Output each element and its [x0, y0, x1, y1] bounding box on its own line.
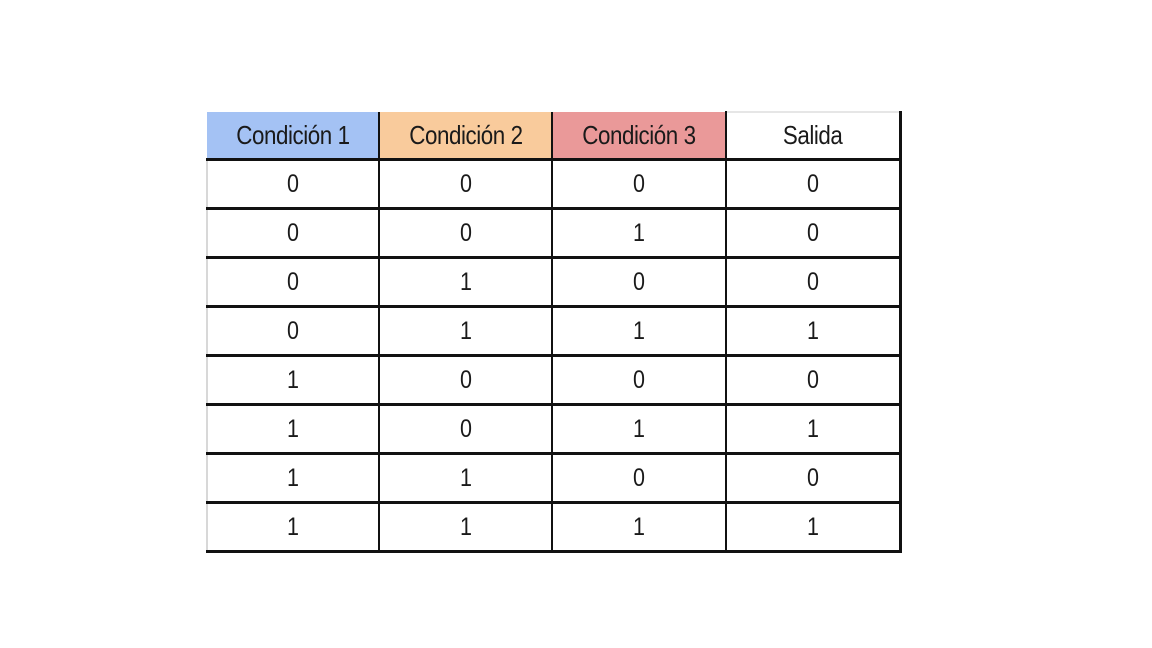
header-output [726, 112, 900, 160]
header-row [207, 112, 900, 160]
cell-condition-3 [552, 356, 726, 405]
cell-condition-1 [207, 307, 379, 356]
cell-condition-3 [552, 258, 726, 307]
cell-condition-2 [379, 503, 552, 552]
cell-value: 1 [287, 365, 299, 394]
cell-value: 1 [459, 463, 472, 492]
cell-value: 1 [633, 414, 645, 443]
cell-condition-3 [552, 160, 726, 209]
cell-value: 1 [633, 316, 645, 345]
cell-value: 1 [633, 512, 645, 541]
cell-value: 0 [633, 169, 645, 198]
truth-table [206, 111, 902, 553]
cell-output [726, 356, 900, 405]
cell-condition-2 [379, 356, 552, 405]
cell-value: 0 [633, 365, 645, 394]
cell-condition-1 [207, 454, 379, 503]
cell-condition-1 [207, 503, 379, 552]
cell-value: 1 [806, 414, 819, 443]
cell-value: 0 [806, 218, 819, 247]
table-header [207, 112, 900, 160]
cell-output [726, 307, 900, 356]
header-condition-3 [552, 112, 726, 160]
table-row [207, 503, 900, 552]
cell-value: 0 [459, 169, 472, 198]
cell-value: 1 [459, 316, 472, 345]
cell-value: 0 [287, 267, 299, 296]
cell-value: 1 [287, 463, 299, 492]
cell-condition-2 [379, 209, 552, 258]
cell-value: 1 [459, 267, 472, 296]
header-condition-3-label: Condición 3 [582, 119, 696, 150]
cell-condition-3 [552, 405, 726, 454]
cell-condition-3 [552, 209, 726, 258]
table-row [207, 160, 900, 209]
cell-value: 1 [806, 512, 819, 541]
cell-output [726, 258, 900, 307]
table-row [207, 209, 900, 258]
header-condition-1 [207, 112, 379, 160]
cell-output [726, 209, 900, 258]
cell-condition-2 [379, 405, 552, 454]
cell-condition-1 [207, 209, 379, 258]
table-body [207, 160, 900, 552]
cell-value: 0 [459, 218, 472, 247]
cell-condition-3 [552, 503, 726, 552]
header-condition-2-label: Condición 2 [408, 119, 523, 150]
cell-value: 0 [633, 267, 645, 296]
header-condition-1-label: Condición 1 [235, 119, 350, 150]
cell-value: 1 [806, 316, 819, 345]
cell-value: 0 [806, 463, 819, 492]
cell-output [726, 405, 900, 454]
header-output-label: Salida [782, 120, 843, 150]
cell-value: 1 [287, 512, 299, 541]
cell-output [726, 503, 900, 552]
cell-value: 0 [287, 316, 299, 345]
cell-value: 0 [633, 463, 645, 492]
cell-value: 0 [287, 169, 299, 198]
cell-value: 0 [806, 169, 819, 198]
cell-value: 1 [459, 512, 472, 541]
cell-output [726, 454, 900, 503]
cell-condition-3 [552, 307, 726, 356]
cell-value: 1 [287, 414, 299, 443]
cell-value: 0 [806, 267, 819, 296]
cell-condition-2 [379, 454, 552, 503]
header-condition-2 [379, 112, 552, 160]
cell-value: 0 [287, 218, 299, 247]
table-row [207, 258, 900, 307]
table-row [207, 405, 900, 454]
table-row [207, 307, 900, 356]
cell-value: 0 [806, 365, 819, 394]
cell-value: 1 [633, 218, 645, 247]
cell-condition-1 [207, 356, 379, 405]
cell-value: 0 [459, 414, 472, 443]
cell-condition-3 [552, 454, 726, 503]
cell-output [726, 160, 900, 209]
cell-condition-2 [379, 307, 552, 356]
cell-condition-2 [379, 258, 552, 307]
cell-condition-1 [207, 405, 379, 454]
cell-condition-1 [207, 160, 379, 209]
table-row [207, 356, 900, 405]
table-row [207, 454, 900, 503]
cell-condition-2 [379, 160, 552, 209]
cell-condition-1 [207, 258, 379, 307]
cell-value: 0 [459, 365, 472, 394]
